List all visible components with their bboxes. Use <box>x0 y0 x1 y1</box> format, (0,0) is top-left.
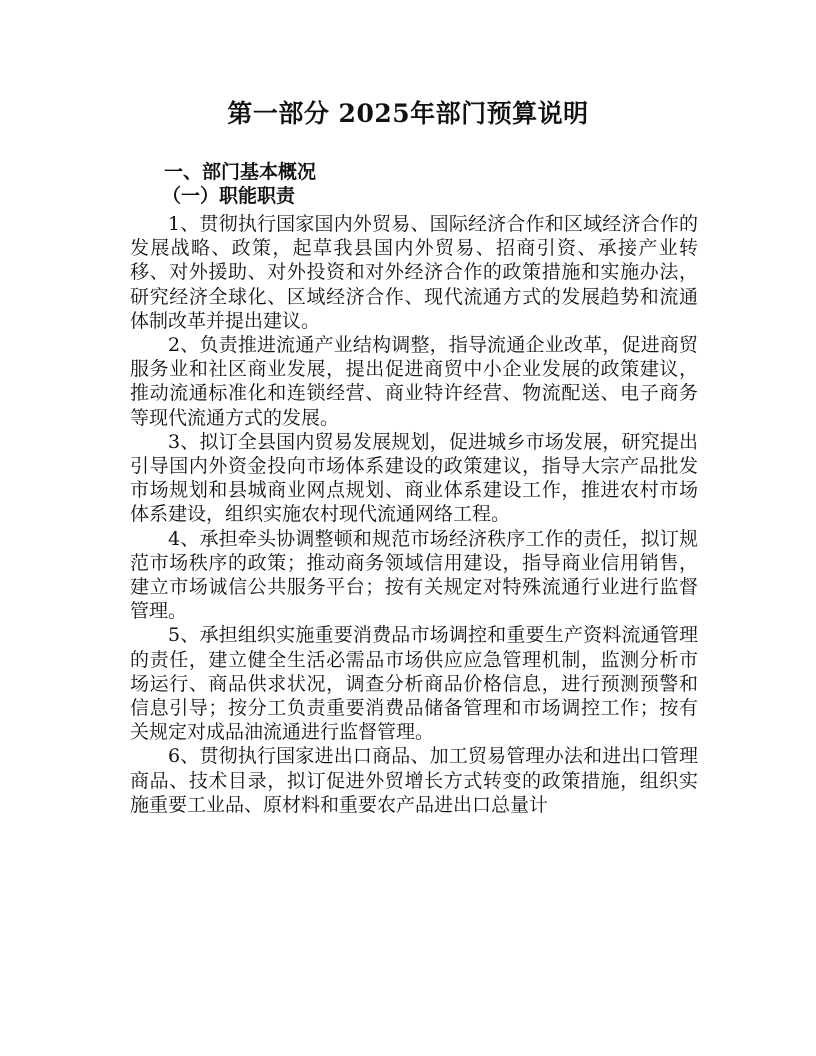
paragraph-1: 1、贯彻执行国家国内外贸易、国际经济合作和区域经济合作的发展战略、政策，起草我县国内外贸易、招商引资、承接产业转移、对外援助、对外投资和对外经济合作的政策措施和实施办法，研究经济全球化、区域经济合作、现代流通方式的发展趋势和流通体制改革并提出建议。 <box>130 213 698 332</box>
body-text <box>130 212 698 817</box>
section-heading: 一、部门基本概况 <box>164 161 317 183</box>
paragraph-6: 6、贯彻执行国家进出口商品、加工贸易管理办法和进出口管理商品、技术目录，拟订促进外贸增长方式转变的政策措施，组织实施重要工业品、原材料和重要农产品进出口总量计 <box>130 745 698 816</box>
subsection-heading: （一）职能职责 <box>162 185 296 207</box>
paragraph-5: 5、承担组织实施重要消费品市场调控和重要生产资料流通管理的责任，建立健全生活必需品市场供应应急管理机制，监测分析市场运行、商品供求状况，调查分析商品价格信息，进行预测预警和信息引导；按分工负责重要消费品储备管理和市场调控工作；按有关规定对成品油流通进行监督管理。 <box>130 624 698 744</box>
page-title: 第一部分 2025年部门预算说明 <box>227 99 589 128</box>
paragraph-4: 4、承担牵头协调整顿和规范市场经济秩序工作的责任，拟订规范市场秩序的政策；推动商务领域信用建设，指导商业信用销售，建立市场诚信公共服务平台；按有关规定对特殊流通行业进行监督管理。 <box>130 527 698 623</box>
paragraph-2: 2、负责推进流通产业结构调整，指导流通企业改革，促进商贸服务业和社区商业发展，提出促进商贸中小企业发展的政策建议，推动流通标准化和连锁经营、商业特许经营、物流配送、电子商务等现代流通方式的发展。 <box>130 334 698 429</box>
paragraph-3: 3、拟订全县国内贸易发展规划，促进城乡市场发展，研究提出引导国内外资金投向市场体系建设的政策建议，指导大宗产品批发市场规划和县城商业网点规划、商业体系建设工作，推进农村市场体系建设，组织实施农村现代流通网络工程。 <box>130 430 698 526</box>
